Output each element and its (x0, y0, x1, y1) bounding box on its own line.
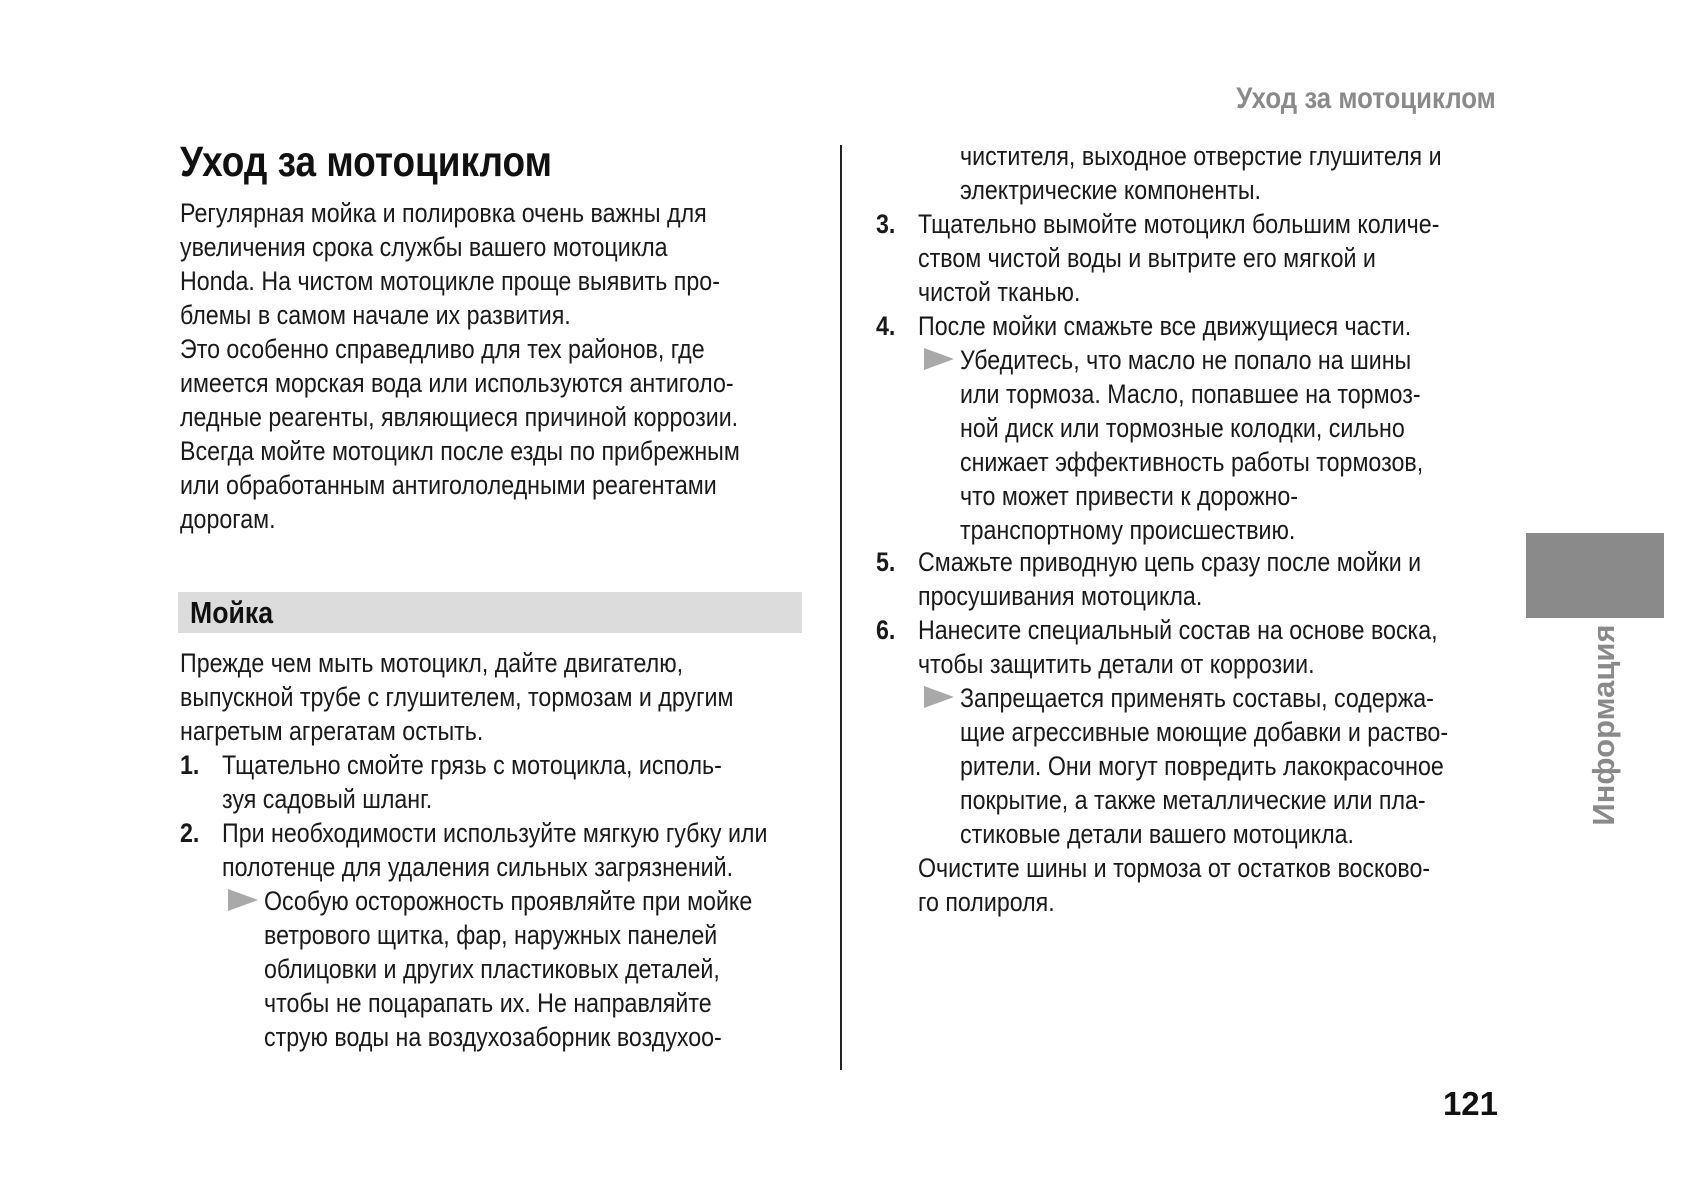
intro-paragraph (180, 196, 740, 536)
text-line: струю воды на воздухозаборник воздухоо- (264, 1022, 722, 1052)
step-number: 3. (876, 209, 896, 239)
section-header-washing (178, 592, 802, 633)
text-line: Регулярная мойка и полировка очень важны для (180, 198, 707, 228)
step-number: 4. (876, 311, 896, 341)
text-line: Honda. На чистом мотоцикле проще выявить про- (180, 266, 720, 296)
section-intro (180, 646, 734, 748)
text-line: электрические компоненты. (960, 175, 1261, 205)
page-title: Уход за мотоциклом (180, 138, 552, 186)
step-note (960, 681, 1448, 851)
text-line: ством чистой воды и вытрите его мягкой и (918, 243, 1376, 273)
text-line: полотенце для удаления сильных загрязнений. (222, 852, 734, 882)
text-line: имеется морская вода или используются антиголо- (180, 368, 734, 398)
step-note (960, 343, 1423, 547)
step-number: 5. (876, 547, 896, 577)
step-note (264, 884, 752, 1054)
text-line: Нанесите специальный состав на основе воска, (918, 615, 1438, 645)
text-line: Тщательно смойте грязь с мотоцикла, исполь- (222, 750, 722, 780)
closing-paragraph (918, 851, 1430, 919)
text-line: Убедитесь, что масло не попало на шины (960, 345, 1412, 375)
text-line: ной диск или тормозные колодки, сильно (960, 413, 1405, 443)
text-line: Смажьте приводную цепь сразу после мойки и (918, 547, 1422, 577)
text-line: Это особенно справедливо для тех районов, где (180, 334, 705, 364)
note-arrow-icon (228, 889, 258, 911)
text-line: просушивания мотоцикла. (918, 581, 1203, 611)
side-tab-label (1580, 624, 1628, 826)
text-line: Прежде чем мыть мотоцикл, дайте двигателю, (180, 648, 684, 678)
step-text (918, 309, 1411, 343)
text-line: щие агрессивные моющие добавки и раство- (960, 717, 1449, 747)
section-title: Мойка (190, 595, 274, 630)
step-text (222, 816, 767, 884)
step-text (222, 748, 722, 816)
text-line: ледные реагенты, являющиеся причиной коррозии. (180, 402, 739, 432)
text-line: Всегда мойте мотоцикл после езды по прибрежным (180, 436, 740, 466)
text-line: го полироля. (918, 887, 1055, 917)
page-number: 121 (1442, 1085, 1498, 1122)
text-line: покрытие, а также металлические или пла- (960, 785, 1426, 815)
text-line: чтобы не поцарапать их. Не направляйте (264, 988, 712, 1018)
text-line: нагретым агрегатам остыть. (180, 716, 484, 746)
text-line: выпускной трубе с глушителем, тормозам и другим (180, 682, 734, 712)
text-line: Запрещается применять составы, содержа- (960, 683, 1434, 713)
running-header: Уход за мотоциклом (1236, 82, 1496, 115)
text-line: Особую осторожность проявляйте при мойке (264, 886, 753, 916)
step-number: 1. (180, 750, 200, 780)
column-divider (840, 145, 842, 1070)
side-tab-text: Информация (1586, 624, 1621, 826)
text-line: После мойки смажьте все движущиеся части. (918, 311, 1412, 341)
text-line: чистителя, выходное отверстие глушителя и (960, 141, 1442, 171)
text-line: что может привести к дорожно- (960, 481, 1298, 511)
step-text (918, 207, 1439, 309)
text-line: или тормоза. Масло, попавшее на тормоз- (960, 379, 1421, 409)
text-line: или обработанным антигололедными реагентами (180, 470, 717, 500)
text-line: облицовки и других пластиковых деталей, (264, 954, 720, 984)
text-line: блемы в самом начале их развития. (180, 300, 571, 330)
step-text (918, 613, 1438, 681)
text-line: снижает эффективность работы тормозов, (960, 447, 1424, 477)
step-number: 6. (876, 615, 896, 645)
step-note-continued (960, 139, 1442, 207)
side-tab-marker (1526, 533, 1664, 618)
text-line: ветрового щитка, фар, наружных панелей (264, 920, 718, 950)
text-line: При необходимости используйте мягкую губку или (222, 818, 768, 848)
text-line: Тщательно вымойте мотоцикл большим количе- (918, 209, 1440, 239)
text-line: зуя садовый шланг. (222, 784, 433, 814)
text-line: Очистите шины и тормоза от остатков восково- (918, 853, 1431, 883)
text-line: чистой тканью. (918, 277, 1081, 307)
step-number: 2. (180, 818, 200, 848)
text-line: рители. Они могут повредить лакокрасочное (960, 751, 1444, 781)
text-line: увеличения срока службы вашего мотоцикла (180, 232, 668, 262)
text-line: стиковые детали вашего мотоцикла. (960, 819, 1355, 849)
text-line: чтобы защитить детали от коррозии. (918, 649, 1315, 679)
text-line: транспортному происшествию. (960, 515, 1296, 545)
note-arrow-icon (924, 348, 954, 370)
step-text (918, 545, 1421, 613)
text-line: дорогам. (180, 504, 276, 534)
note-arrow-icon (924, 686, 954, 708)
